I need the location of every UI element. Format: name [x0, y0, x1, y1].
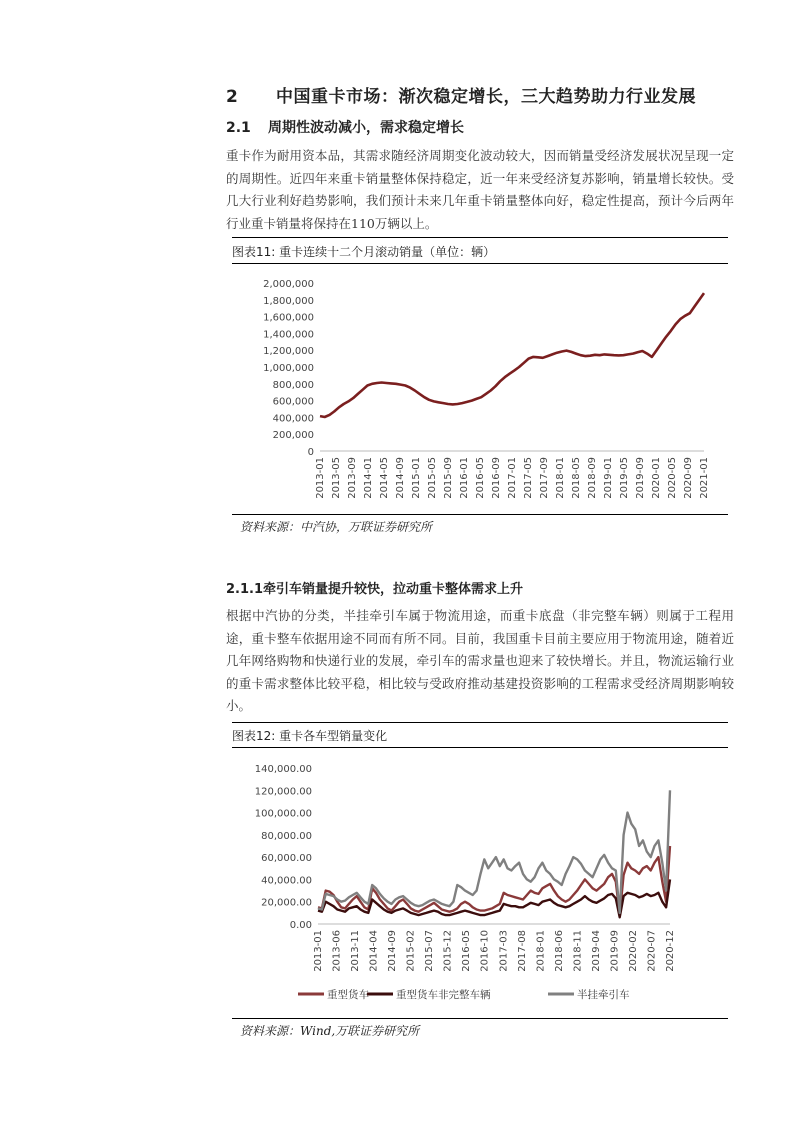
y-tick-label: 1,200,000 [263, 346, 314, 358]
figure12-title: 图表12: 重卡各车型销量变化 [232, 729, 388, 743]
x-tick-label: 2018-01 [555, 457, 566, 499]
figure11-title-rule [232, 263, 728, 264]
figure12-title-rule [232, 747, 728, 748]
x-tick-label: 2015-12 [442, 930, 454, 972]
figure11-chart [232, 268, 728, 513]
y-tick-label: 800,000 [272, 379, 314, 391]
y-tick-label: 20,000.00 [261, 897, 312, 909]
x-tick-label: 2018-09 [587, 457, 598, 499]
x-tick-label: 2013-06 [331, 930, 343, 972]
legend-label-3: 半挂牵引车 [577, 989, 630, 1001]
y-tick-label: 1,000,000 [263, 363, 314, 374]
x-tick-label: 2017-09 [539, 457, 550, 499]
x-tick-label: 2020-07 [646, 930, 658, 972]
x-tick-label: 2020-02 [627, 930, 639, 972]
x-tick-label: 2015-05 [427, 457, 438, 499]
x-tick-label: 2018-06 [553, 930, 565, 972]
paragraph-2: 根据中汽协的分类，半挂牵引车属于物流用途，而重卡底盘（非完整车辆）则属于工程用途，重卡整车依据用途不同而有所不同。目前，我国重卡目前主要应用于物流用途，随着近几年网络购物和快递行业的发展，牵引车的需求量也迎来了较快增长。并且，物流运输行业的重卡需求整体比较平稳，相比较与受政府推动基建投资影响的工程需求受经济周期影响较小。 [226, 608, 734, 713]
subsection-heading [226, 117, 464, 137]
y-tick-label: 1,800,000 [263, 295, 314, 307]
y-tick-label: 100,000.00 [254, 808, 312, 820]
y-tick-label: 60,000.00 [261, 853, 312, 865]
x-tick-label: 2016-05 [461, 930, 473, 972]
x-tick-label: 2015-07 [424, 930, 436, 972]
legend-label-1: 重型货车 [327, 989, 369, 1001]
y-tick-label: 0.00 [289, 920, 312, 931]
subsubsection-heading: 2.1.1牵引车销量提升较快，拉动重卡整体需求上升 [226, 582, 524, 597]
x-tick-label: 2018-01 [535, 930, 547, 972]
x-tick-label: 2020-12 [665, 930, 676, 972]
figure11-bottom-rule [232, 514, 728, 515]
x-tick-label: 2016-09 [491, 457, 502, 499]
x-tick-label: 2019-09 [635, 457, 646, 499]
figure11-title: 图表11: 重卡连续十二个月滚动销量（单位：辆） [232, 245, 496, 259]
x-tick-label: 2013-01 [313, 930, 324, 972]
x-tick-label: 2018-05 [571, 457, 582, 499]
y-tick-label: 2,000,000 [263, 279, 314, 290]
x-tick-label: 2019-05 [619, 457, 630, 499]
x-tick-label: 2014-01 [363, 457, 374, 499]
figure12-top-rule [232, 722, 728, 723]
x-tick-label: 2017-03 [498, 930, 510, 972]
figure11-source: 资料来源：中汽协，万联证券研究所 [240, 520, 433, 534]
y-tick-label: 1,600,000 [263, 312, 314, 324]
figure12-source: 资料来源：Wind,万联证券研究所 [240, 1024, 420, 1038]
subsection-number: 2.1 [226, 120, 251, 136]
x-tick-label: 2013-05 [331, 457, 342, 499]
x-tick-label: 2018-11 [572, 930, 584, 972]
x-tick-label: 2020-05 [667, 457, 678, 499]
x-tick-label: 2020-01 [651, 457, 662, 499]
y-tick-label: 140,000.00 [254, 764, 312, 775]
x-tick-label: 2017-05 [523, 457, 534, 499]
x-tick-label: 2019-09 [609, 930, 621, 972]
y-tick-label: 120,000.00 [254, 786, 312, 798]
x-tick-label: 2014-05 [379, 457, 390, 499]
x-tick-label: 2013-09 [347, 457, 358, 499]
x-tick-label: 2013-01 [315, 457, 326, 499]
x-tick-label: 2019-04 [590, 930, 602, 972]
figure11-top-rule [232, 237, 728, 238]
y-tick-label: 400,000 [272, 413, 314, 425]
x-tick-label: 2020-09 [683, 457, 694, 499]
figure12-bottom-rule [232, 1018, 728, 1019]
x-tick-label: 2016-01 [459, 457, 470, 499]
x-tick-label: 2017-01 [507, 457, 518, 499]
y-tick-label: 80,000.00 [261, 830, 312, 842]
y-tick-label: 0 [307, 447, 314, 458]
x-tick-label: 2014-09 [387, 930, 399, 972]
section-heading [226, 82, 696, 107]
x-tick-label: 2019-01 [603, 457, 614, 499]
series-line-1 [320, 293, 704, 417]
x-tick-label: 2013-11 [350, 930, 362, 972]
x-tick-label: 2014-09 [395, 457, 406, 499]
legend-label-2: 重型货车非完整车辆 [396, 989, 491, 1001]
y-tick-label: 200,000 [272, 430, 314, 442]
x-tick-label: 2016-10 [479, 930, 491, 972]
x-tick-label: 2015-09 [443, 457, 454, 499]
subsection-title: 周期性波动减小，需求稳定增长 [268, 120, 464, 136]
x-tick-label: 2014-04 [368, 930, 380, 972]
x-tick-label: 2015-01 [411, 457, 422, 499]
section-title: 中国重卡市场：渐次稳定增长，三大趋势助力行业发展 [276, 87, 696, 107]
x-tick-label: 2015-02 [405, 930, 417, 972]
x-tick-label: 2021-01 [699, 457, 710, 499]
figure12-chart [232, 752, 728, 1017]
y-tick-label: 600,000 [272, 396, 314, 408]
y-tick-label: 40,000.00 [261, 875, 312, 887]
x-tick-label: 2016-05 [475, 457, 486, 499]
x-tick-label: 2017-08 [516, 930, 528, 972]
paragraph-1: 重卡作为耐用资本品，其需求随经济周期变化波动较大，因而销量受经济发展状况呈现一定的周期性。近四年来重卡销量整体保持稳定，近一年来受经济复苏影响，销量增长较快。受几大行业利好趋势影响，我们预计未来几年重卡销量整体向好，稳定性提高，预计今后两年行业重卡销量将保持在110万辆以上。 [226, 148, 734, 231]
y-tick-label: 1,400,000 [263, 329, 314, 341]
series-line-3 [318, 790, 670, 913]
section-number: 2 [226, 87, 239, 107]
